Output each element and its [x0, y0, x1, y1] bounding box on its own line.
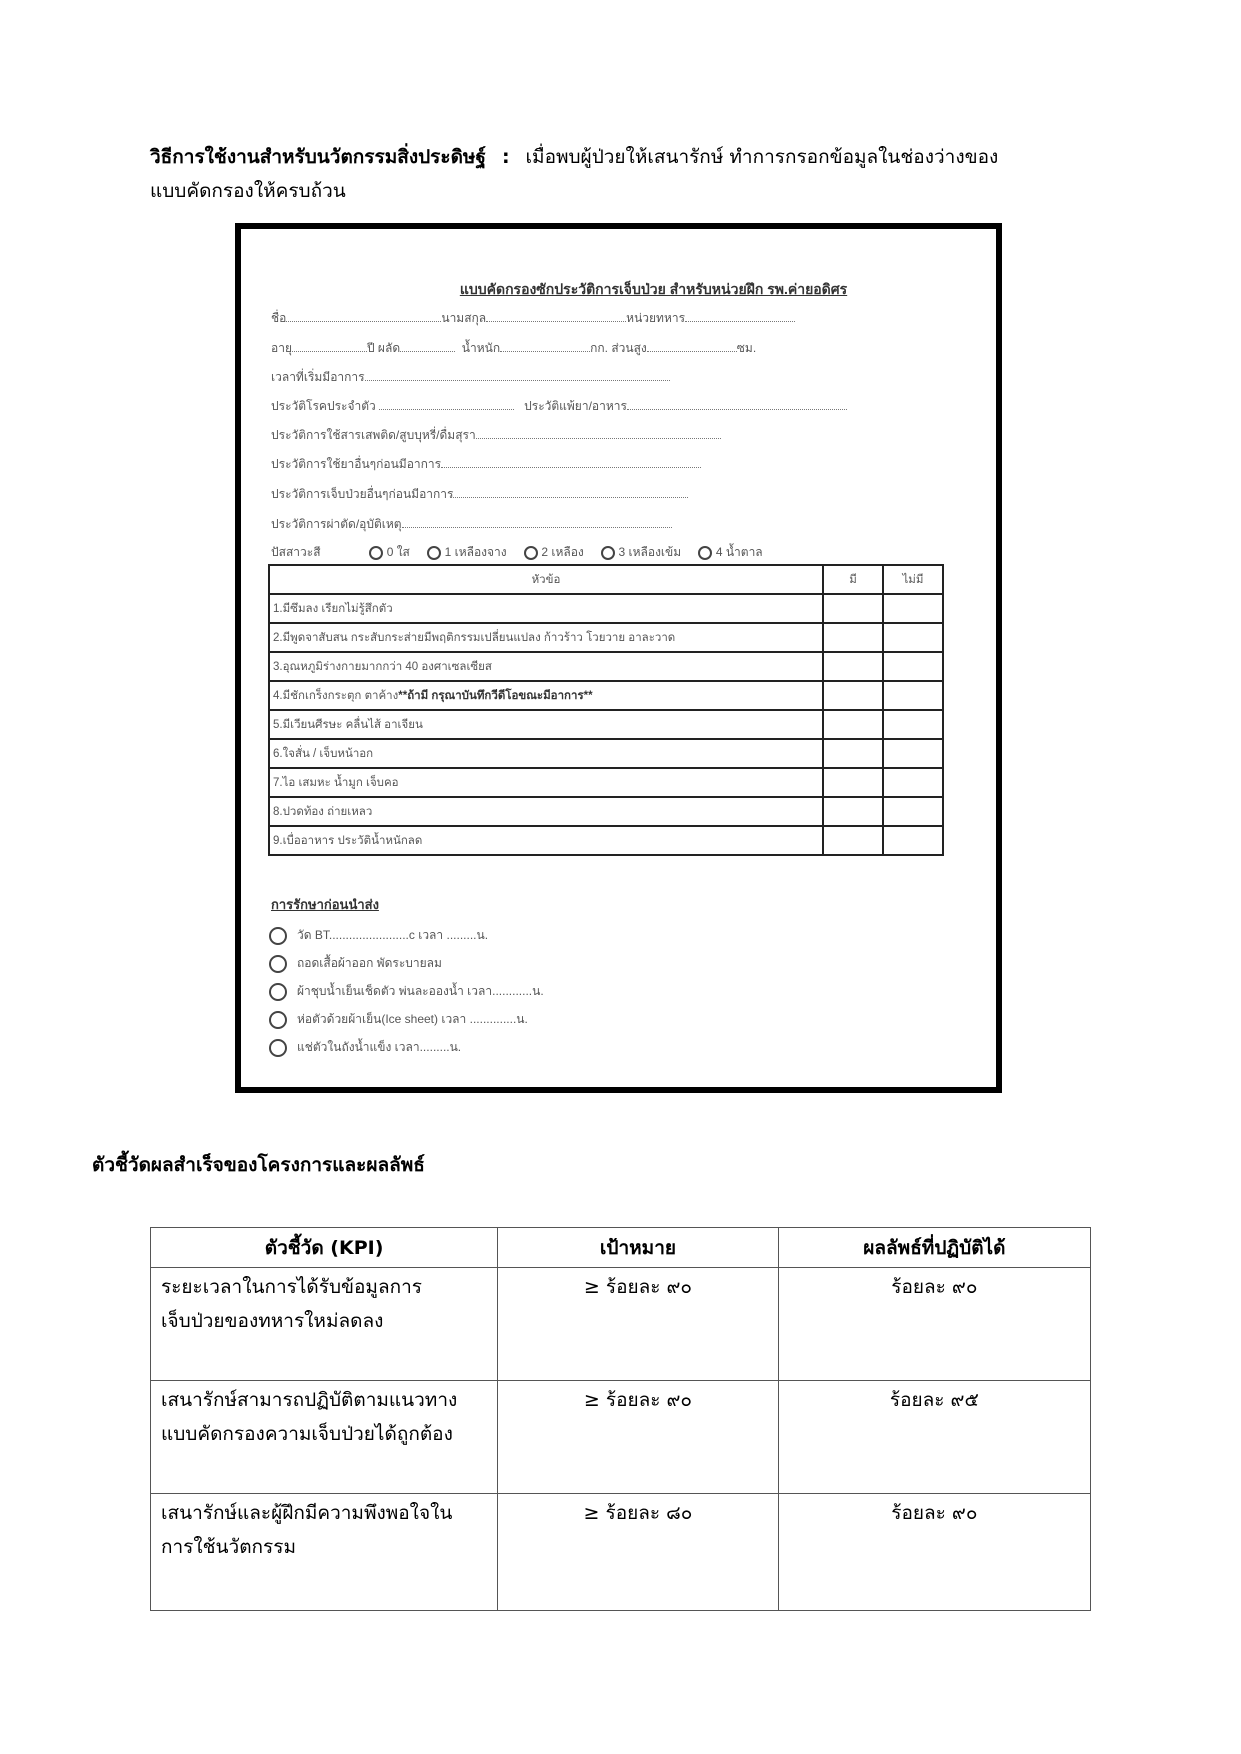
radio-circle-icon: [269, 1011, 287, 1029]
kpi-name: เสนารักษ์สามารถปฏิบัติตามแนวทาง แบบคัดกรองความเจ็บป่วยได้ถูกต้อง: [151, 1381, 498, 1494]
no-cell: [883, 710, 943, 739]
kpi-target: ≥ ร้อยละ ๘๐: [498, 1494, 779, 1611]
treatment-item: ถอดเสื้อผ้าออก พัดระบายลม: [269, 949, 442, 977]
header-target: เป้าหมาย: [498, 1228, 779, 1268]
kpi-result: ร้อยละ ๙๐: [778, 1494, 1090, 1611]
surname-label: นามสกุล: [441, 311, 487, 325]
weight-label: น้ำหนัก: [461, 341, 501, 355]
urine-option-1: 1 เหลืองจาง: [427, 541, 506, 563]
kpi-name: เสนารักษ์และผู้ฝึกมีความพึงพอใจใน การใช้นวัตกรรม: [151, 1494, 498, 1611]
kpi-target: ≥ ร้อยละ ๙๐: [498, 1268, 779, 1381]
usage-instructions: [150, 140, 1100, 208]
kpi-table: [150, 1227, 1091, 1611]
kpi-row: [151, 1381, 1091, 1494]
instructions-line-2: แบบคัดกรองให้ครบถ้วน: [150, 180, 346, 202]
form-line-name: [271, 307, 795, 329]
symptom-row: 2.มีพูดจาสับสน กระสับกระส่ายมีพฤติกรรมเปลี่ยนแปลง ก้าวร้าว โวยวาย อาละวาด: [269, 623, 943, 652]
treatment-item: วัด BT........................c เวลา .........น.: [269, 921, 488, 949]
symptom-row: 9.เบื่ออาหาร ประวัติน้ำหนักลด: [269, 826, 943, 855]
kpi-target: ≥ ร้อยละ ๙๐: [498, 1381, 779, 1494]
age-unit-label: ปี ผลัด: [366, 341, 401, 355]
radio-circle-icon: [269, 927, 287, 945]
no-cell: [883, 652, 943, 681]
symptom-row: 7.ไอ เสมหะ น้ำมูก เจ็บคอ: [269, 768, 943, 797]
kpi-heading: ตัวชี้วัดผลสำเร็จของโครงการและผลลัพธ์: [92, 1154, 425, 1176]
urine-color-options: [271, 541, 777, 563]
form-title: แบบคัดกรองซักประวัติการเจ็บป่วย สำหรับหน่วยฝึก รพ.ค่ายอดิศร: [459, 281, 848, 297]
radio-circle-icon: [698, 546, 712, 560]
treatment-item: แช่ตัวในถังน้ำแข็ง เวลา.........น.: [269, 1033, 461, 1061]
form-line-age: [271, 337, 756, 359]
symptom-row: 4.มีชักเกร็งกระตุก ตาค้าง**ถ้ามี กรุณาบันทึกวีดีโอขณะมีอาการ**: [269, 681, 943, 710]
yes-cell: [823, 681, 883, 710]
urine-option-0: 0 ใส: [369, 541, 410, 563]
treatment-item: ผ้าชุบน้ำเย็นเช็ดตัว พ่นละอองน้ำ เวลา............น.: [269, 977, 544, 1005]
radio-circle-icon: [269, 1039, 287, 1057]
yes-cell: [823, 739, 883, 768]
form-line-onset: [271, 366, 670, 388]
yes-cell: [823, 594, 883, 623]
yes-cell: [823, 797, 883, 826]
no-cell: [883, 739, 943, 768]
substance-label: ประวัติการใช้สารเสพติด/สูบบุหรี่/ดื่มสุรา: [271, 428, 476, 442]
chronic-label: ประวัติโรคประจำตัว: [271, 399, 376, 413]
symptom-table-header: [269, 565, 943, 594]
radio-circle-icon: [269, 955, 287, 973]
other-illness-label: ประวัติการเจ็บป่วยอื่นๆก่อนมีอาการ: [271, 487, 454, 501]
radio-circle-icon: [369, 546, 383, 560]
kpi-row: [151, 1494, 1091, 1611]
symptom-row: 5.มีเวียนศีรษะ คลื่นไส้ อาเจียน: [269, 710, 943, 739]
urine-option-3: 3 เหลืองเข้ม: [601, 541, 681, 563]
radio-circle-icon: [269, 983, 287, 1001]
instructions-colon: :: [501, 146, 510, 168]
header-kpi: ตัวชี้วัด (KPI): [151, 1228, 498, 1268]
surgery-label: ประวัติการผ่าตัด/อุบัติเหตุ: [271, 517, 402, 531]
urine-option-4: 4 น้ำตาล: [698, 541, 762, 563]
symptom-row: 6.ใจสั่น / เจ็บหน้าอก: [269, 739, 943, 768]
treatment-item: ห่อตัวด้วยผ้าเย็น(Ice sheet) เวลา ..............น.: [269, 1005, 528, 1033]
kpi-table-header: [151, 1228, 1091, 1268]
instructions-title: วิธีการใช้งานสำหรับนวัตกรรมสิ่งประดิษฐ์: [150, 146, 486, 168]
no-cell: [883, 797, 943, 826]
radio-circle-icon: [524, 546, 538, 560]
age-label: อายุ: [271, 341, 292, 355]
treatment-title: การรักษาก่อนนำส่ง: [271, 897, 379, 912]
symptom-row: 8.ปวดท้อง ถ่ายเหลว: [269, 797, 943, 826]
header-no: ไม่มี: [883, 565, 943, 594]
no-cell: [883, 826, 943, 855]
height-unit-label: ซม.: [736, 341, 757, 355]
weight-unit-label: กก. ส่วนสูง: [590, 341, 647, 355]
onset-label: เวลาที่เริ่มมีอาการ: [271, 370, 365, 384]
no-cell: [883, 623, 943, 652]
name-label: ชื่อ: [271, 311, 287, 325]
yes-cell: [823, 710, 883, 739]
urine-color-label: ปัสสาวะสี: [271, 545, 321, 559]
form-line-other-illness: [271, 483, 688, 505]
form-line-chronic: [271, 395, 847, 417]
instructions-text: เมื่อพบผู้ป่วยให้เสนารักษ์ ทำการกรอกข้อมูลในช่องว่างของ: [525, 146, 999, 168]
no-cell: [883, 594, 943, 623]
no-cell: [883, 681, 943, 710]
header-yes: มี: [823, 565, 883, 594]
kpi-result: ร้อยละ ๙๐: [778, 1268, 1090, 1381]
symptom-row: 1.มีซึมลง เรียกไม่รู้สึกตัว: [269, 594, 943, 623]
kpi-result: ร้อยละ ๙๕: [778, 1381, 1090, 1494]
kpi-row: [151, 1268, 1091, 1381]
other-meds-label: ประวัติการใช้ยาอื่นๆก่อนมีอาการ: [271, 457, 442, 471]
yes-cell: [823, 826, 883, 855]
yes-cell: [823, 768, 883, 797]
form-line-substance: [271, 424, 721, 446]
header-topic: หัวข้อ: [269, 565, 823, 594]
header-result: ผลลัพธ์ที่ปฏิบัติได้: [778, 1228, 1090, 1268]
allergy-label: ประวัติแพ้ยา/อาหาร: [524, 399, 627, 413]
unit-label: หน่วยทหาร: [626, 311, 686, 325]
kpi-name: ระยะเวลาในการได้รับข้อมูลการ เจ็บป่วยของทหารใหม่ลดลง: [151, 1268, 498, 1381]
yes-cell: [823, 623, 883, 652]
screening-form: [241, 229, 996, 1087]
form-line-other-meds: [271, 453, 701, 475]
screening-form-image: [235, 223, 1002, 1093]
radio-circle-icon: [601, 546, 615, 560]
symptom-row: 3.อุณหภูมิร่างกายมากกว่า 40 องศาเซลเซียส: [269, 652, 943, 681]
video-note: **ถ้ามี กรุณาบันทึกวีดีโอขณะมีอาการ**: [398, 689, 593, 702]
yes-cell: [823, 652, 883, 681]
urine-option-2: 2 เหลือง: [524, 541, 584, 563]
instructions-line-1: [150, 140, 1100, 174]
no-cell: [883, 768, 943, 797]
form-line-surgery: [271, 513, 672, 535]
radio-circle-icon: [427, 546, 441, 560]
symptom-table: [268, 564, 944, 856]
